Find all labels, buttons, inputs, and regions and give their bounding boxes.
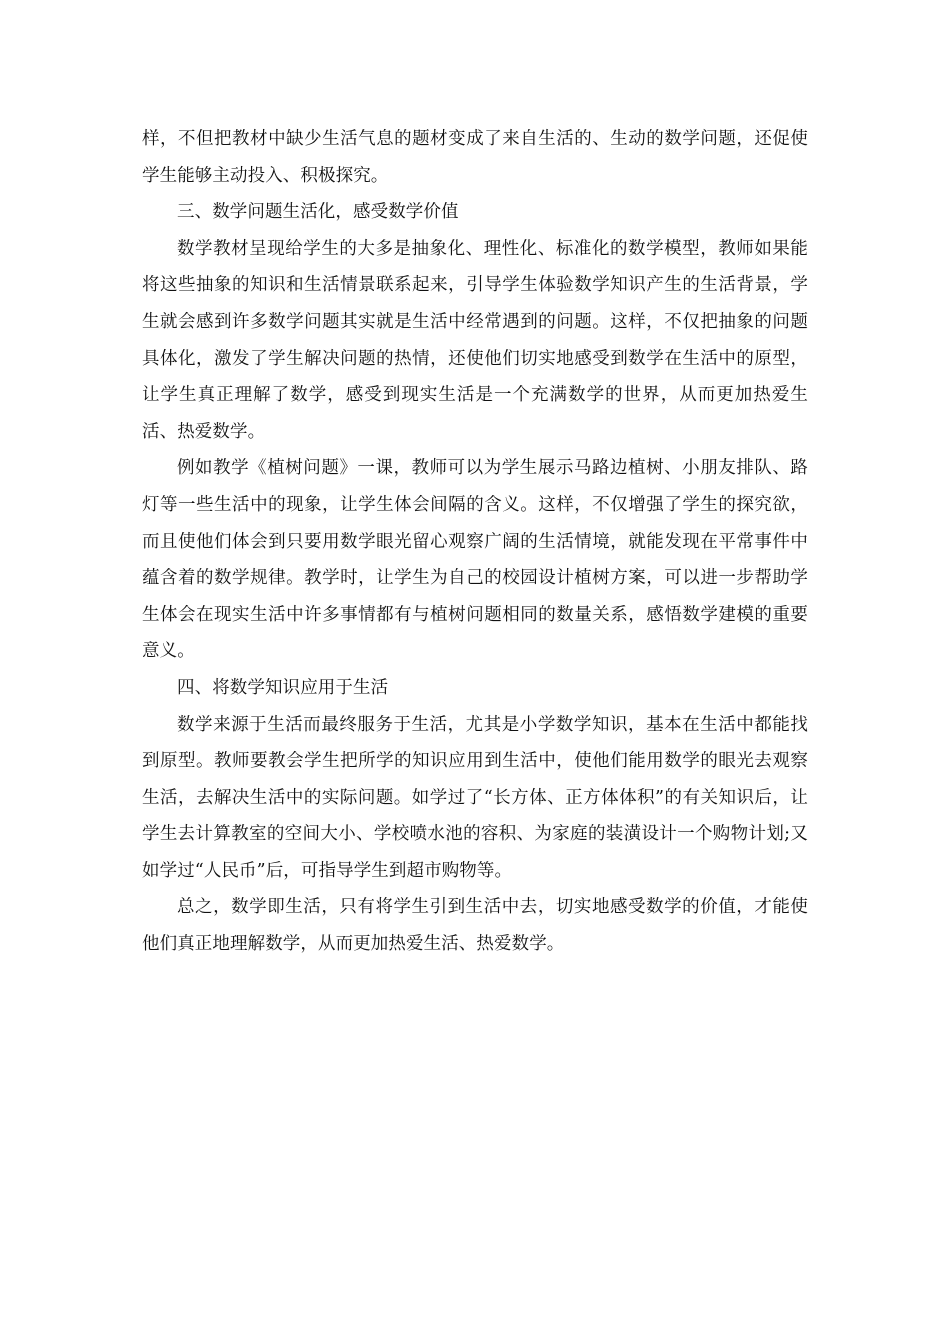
paragraph-abstract-models: 数学教材呈现给学生的大多是抽象化、理性化、标准化的数学模型，教师如果能将这些抽象的知识和生活情景联系起来，引导学生体验数学知识产生的生活背景，学生就会感到许多数学问题其实就是生活中经常遇到的问题。这样，不仅把抽象的问题具体化，激发了学生解决问题的热情，还使他们切实地感受到数学在生活中的原型，让学生真正理解了数学，感受到现实生活是一个充满数学的世界，从而更加热爱生活、热爱数学。: [142, 238, 808, 442]
paragraph-conclusion: 总之，数学即生活，只有将学生引到生活中去，切实地感受数学的价值，才能使他们真正地理解数学，从而更加热爱生活、热爱数学。: [142, 897, 808, 955]
document-body: [142, 121, 808, 963]
section-heading-four: 四、将数学知识应用于生活: [177, 677, 389, 698]
section-heading-three: 三、数学问题生活化，感受数学价值: [177, 202, 459, 223]
paragraph-apply-knowledge: 数学来源于生活而最终服务于生活，尤其是小学数学知识，基本在生活中都能找到原型。教师要教会学生把所学的知识应用到生活中，使他们能用数学的眼光去观察生活，去解决生活中的实际问题。如学过了“长方体、正方体体积”的有关知识后，让学生去计算教室的空间大小、学校喷水池的容积、为家庭的装潢设计一个购物计划;又如学过“人民币”后，可指导学生到超市购物等。: [142, 714, 808, 881]
paragraph-continuation: 样，不但把教材中缺少生活气息的题材变成了来自生活的、生动的数学问题，还促使学生能够主动投入、积极探究。: [142, 129, 808, 186]
paragraph-tree-planting-example: 例如教学《植树问题》一课，教师可以为学生展示马路边植树、小朋友排队、路灯等一些生活中的现象，让学生体会间隔的含义。这样，不仅增强了学生的探究欲，而且使他们体会到只要用数学眼光留心观察广阔的生活情境，就能发现在平常事件中蕴含着的数学规律。教学时，让学生为自己的校园设计植树方案，可以进一步帮助学生体会在现实生活中许多事情都有与植树问题相同的数量关系，感悟数学建模的重要意义。: [142, 458, 808, 662]
